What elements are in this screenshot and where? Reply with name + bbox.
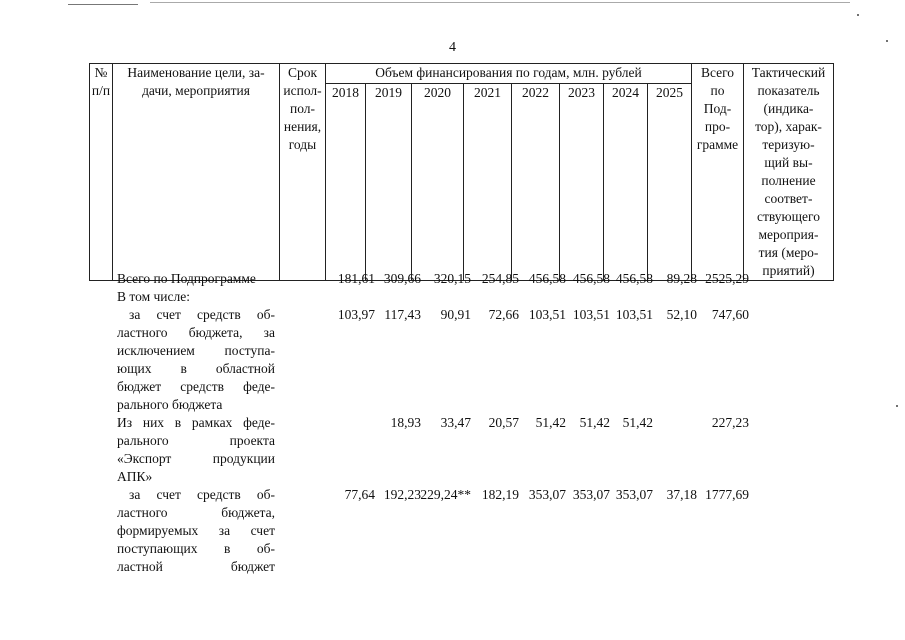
row-value-2024: 456,58 — [615, 271, 653, 286]
row-value-2023: 456,58 — [572, 271, 610, 286]
header-total: Всего по Под- про- грамме — [692, 64, 744, 281]
scan-line — [150, 2, 850, 3]
row-value-2022: 51,42 — [535, 415, 566, 430]
row-value-2024: 353,07 — [615, 487, 653, 502]
table-row — [89, 414, 841, 486]
table-row — [89, 306, 841, 414]
header-name: Наименование цели, за- дачи, мероприятия — [113, 64, 280, 281]
table-row — [89, 288, 841, 306]
row-value-2023: 51,42 — [579, 415, 610, 430]
row-value-2022: 353,07 — [528, 487, 566, 502]
row-value-2023: 103,51 — [572, 307, 610, 322]
row-value-2024: 103,51 — [615, 307, 653, 322]
row-value-2020: 33,47 — [440, 415, 471, 430]
row-value-2021: 72,66 — [488, 307, 519, 322]
header-year: 2023 — [560, 83, 604, 280]
row-name: Всего по Подпрограмме — [117, 271, 256, 286]
row-value-2022: 456,58 — [528, 271, 566, 286]
page-number: 4 — [449, 40, 456, 55]
row-value-2019: 18,93 — [390, 415, 421, 430]
scan-dot — [896, 405, 898, 407]
header-year: 2018 — [326, 83, 366, 280]
row-value-2020: 90,91 — [440, 307, 471, 322]
row-value-2023: 353,07 — [572, 487, 610, 502]
row-value-2021: 182,19 — [481, 487, 519, 502]
header-year: 2019 — [366, 83, 412, 280]
row-name: Из них в рамках феде- рального проекта «Экспорт продукции АПК» — [117, 415, 275, 484]
row-value-2024: 51,42 — [622, 415, 653, 430]
row-value-2019: 309,66 — [383, 271, 421, 286]
row-value-2022: 103,51 — [528, 307, 566, 322]
table-row — [89, 486, 841, 576]
row-value-2020: 320,15 — [433, 271, 471, 286]
row-value-2018: 103,97 — [337, 307, 375, 322]
financing-table-body — [89, 270, 841, 576]
row-value-2025: 52,10 — [666, 307, 697, 322]
scan-line — [68, 4, 138, 5]
row-value-2019: 192,23 — [383, 487, 421, 502]
row-total: 1777,69 — [705, 487, 749, 502]
header-financing: Объем финансирования по годам, млн. рублей — [326, 64, 692, 84]
header-term: Срок испол- пол- нения, годы — [280, 64, 326, 281]
row-total: 2525,29 — [705, 271, 749, 286]
row-value-2021: 254,85 — [481, 271, 519, 286]
header-year: 2021 — [464, 83, 512, 280]
row-name: В том числе: — [117, 289, 190, 304]
header-year: 2024 — [604, 83, 648, 280]
header-year: 2020 — [412, 83, 464, 280]
table-row — [89, 270, 841, 288]
row-total: 227,23 — [711, 415, 749, 430]
header-year: 2022 — [512, 83, 560, 280]
header-num: № п/п — [90, 64, 113, 281]
row-value-2025: 37,18 — [666, 487, 697, 502]
financing-table-header — [89, 63, 834, 281]
row-name: за счет средств об- ластного бюджета, формируемых за счет поступающих в об- ластной бюджет — [117, 487, 275, 574]
row-value-2021: 20,57 — [488, 415, 519, 430]
row-value-2018: 181,61 — [337, 271, 375, 286]
row-total: 747,60 — [711, 307, 749, 322]
header-indicator: Тактический показатель (индика- тор), харак- теризую- щий вы- полнение соответ- ствующего мероприя- тия (меро- приятий) — [744, 64, 834, 281]
row-value-2020: 229,24** — [420, 487, 471, 502]
row-value-2019: 117,43 — [384, 307, 421, 322]
scan-dot — [857, 14, 859, 16]
row-name: за счет средств об- ластного бюджета, за исключением поступа- ющих в областной бюджет средств феде- рального бюджета — [117, 307, 275, 412]
row-value-2018: 77,64 — [344, 487, 375, 502]
row-value-2025: 89,28 — [666, 271, 697, 286]
header-year: 2025 — [648, 83, 692, 280]
